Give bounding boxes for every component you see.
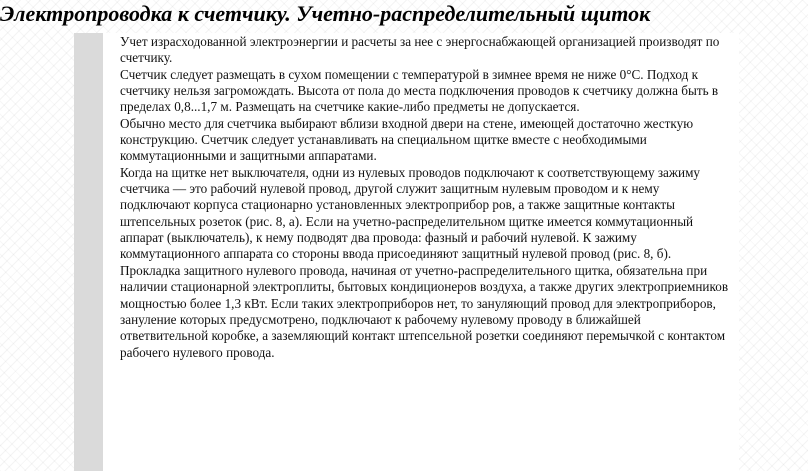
paragraph-meter-placement: Счетчик следует размещать в сухом помещении с температурой в зимнее время не ниже 0°С. Подход к счетчику нельзя загромождать. Высота от пола до места подключения проводов к счетчику должна быть в пределах 0,8...1,7 м. Размещать на счетчике какие-либо предметы не допускается.	[120, 66, 719, 115]
article-body	[120, 34, 732, 361]
paragraph-meter-accounting: Учет израсходованной электроэнергии и расчеты за нее с энергоснабжающей организацией производят по счетчику.	[120, 34, 720, 66]
paragraph-meter-location: Обычно место для счетчика выбирают вблизи входной двери на стене, имеющей достаточно жесткую конструкцию. Счетчик следует устанавливать на специальном щитке вместе с необходимыми коммутационными и защитными аппаратами.	[120, 115, 694, 164]
left-gutter	[74, 33, 103, 471]
page-title: Электропроводка к счетчику. Учетно-распределительный щиток	[0, 1, 651, 26]
paragraph-protective-neutral: Прокладка защитного нулевого провода, начиная от учетно-распределительного щитка, обязательна при наличии стационарной электроплиты, бытовых кондиционеров воздуха, а также других электроприемников мощностью более 1,3 кВт. Если таких электроприборов нет, то зануляющий провод для электроприборов, зануление которых предусмотрено, подключают к рабочему нулевому проводу в ближайшей ответвительной коробке, а заземляющий контакт штепсельной розетки соединяют перемычкой с контактом рабочего нулевого провода.	[120, 262, 729, 360]
paragraph-neutral-wiring: Когда на щитке нет выключателя, одни из нулевых проводов подключают к соответствующему зажиму счетчика — это рабочий нулевой провод, другой служит защитным нулевым проводом и к нему подключают корпуса стационарно установленных электроприбор ров, а также защитные контакты штепсельных розеток (рис. 8, а). Если на учетно-распределительном щитке имеется коммутационный аппарат (выключатель), к нему подводят два провода: фазный и рабочий нулевой. К зажиму коммутационного аппарата со стороны ввода присоединяют защитный нулевой провод (рис. 8, б).	[120, 164, 701, 262]
content-panel	[103, 33, 739, 471]
